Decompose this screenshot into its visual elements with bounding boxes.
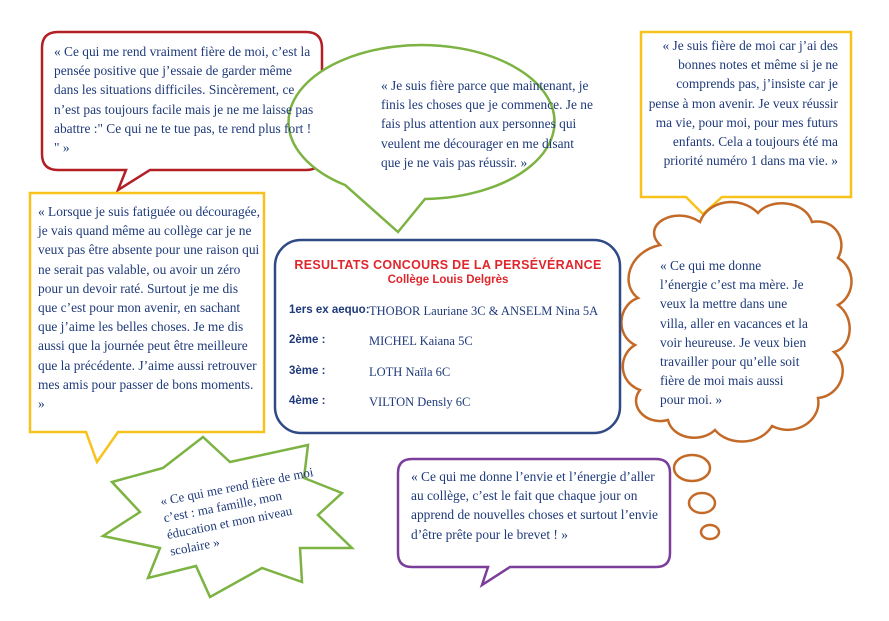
quote-positive-thinking: « Ce qui me rend vraiment fière de moi, c’est la pensée positive que j’essaie de garder même dans les situations difficiles. Sincèrement, ce n’est pas toujours facile mais je ne me laisse pas abattre :" Ce qui ne te tue pas, te rend plus fort ! " » — [54, 44, 314, 156]
quote-learning-brevet: « Ce qui me donne l’envie et l’énergie d’aller au collège, c’est le fait que chaque jour on apprend de nouvelles choses et surtout l’envie d’être prête pour le brevet ! » — [411, 469, 658, 542]
ranking-row — [289, 304, 619, 322]
rank-label: 1ers ex aequo: — [289, 304, 370, 316]
results-title: RESULTATS CONCOURS DE LA PERSÉVÉRANCE — [294, 258, 602, 272]
quote-finish-things: « Je suis fière parce que maintenant, je finis les choses que je commence. Je ne fais plus attention aux personnes qui veulent me décourager en me disant que je ne vais pas réussir. » — [381, 78, 593, 170]
quote-good-grades: « Je suis fière de moi car j’ai des bonnes notes et même si je ne comprends pas, j’insiste car je pense à mon avenir. Je veux réussir ma vie, pour moi, pour mes futurs enfants. Cela a toujours été ma priorité numéro 1 dans ma vie. » — [648, 38, 838, 169]
rank-names: MICHEL Kaiana 5C — [369, 334, 473, 348]
rank-names: LOTH Naïla 6C — [369, 365, 451, 379]
quote-tired-discouraged: « Lorsque je suis fatiguée ou découragée, je vais quand même au collège car je ne veux pas être absente pour une raison qui ne serait pas valable, ou avoir un zéro pour un devoir raté. Surtout je me dis que c’est pour mon avenir, en sachant que j’aime les belles choses. Je me dis aussi que la journée peut être meilleure que la précédente. J’aime aussi retrouver mes amis pour passer de bons moments. » — [38, 204, 260, 412]
rank-label: 4ème : — [289, 395, 326, 407]
quote-family-education: « Ce qui me rend fière de moi c’est : ma famille, mon éducation et mon niveau scolaire » — [158, 464, 315, 559]
ranking-row — [289, 334, 619, 352]
quote-energy-mother: « Ce qui me donne l’énergie c’est ma mère. Je veux la mettre dans une villa, aller en vacances et la voir heureuse. Je veux bien travailler pour qu’elle soit fière de moi mais aussi pour moi. » — [660, 258, 808, 408]
ranking-row — [289, 395, 619, 413]
rank-label: 3ème : — [289, 365, 326, 377]
rank-names: VILTON Densly 6C — [369, 395, 471, 409]
results-school: Collège Louis Delgrès — [387, 274, 509, 286]
rank-label: 2ème : — [289, 334, 326, 346]
ranking-row — [289, 365, 619, 383]
rank-names: THOBOR Lauriane 3C & ANSELM Nina 5A — [369, 304, 599, 318]
